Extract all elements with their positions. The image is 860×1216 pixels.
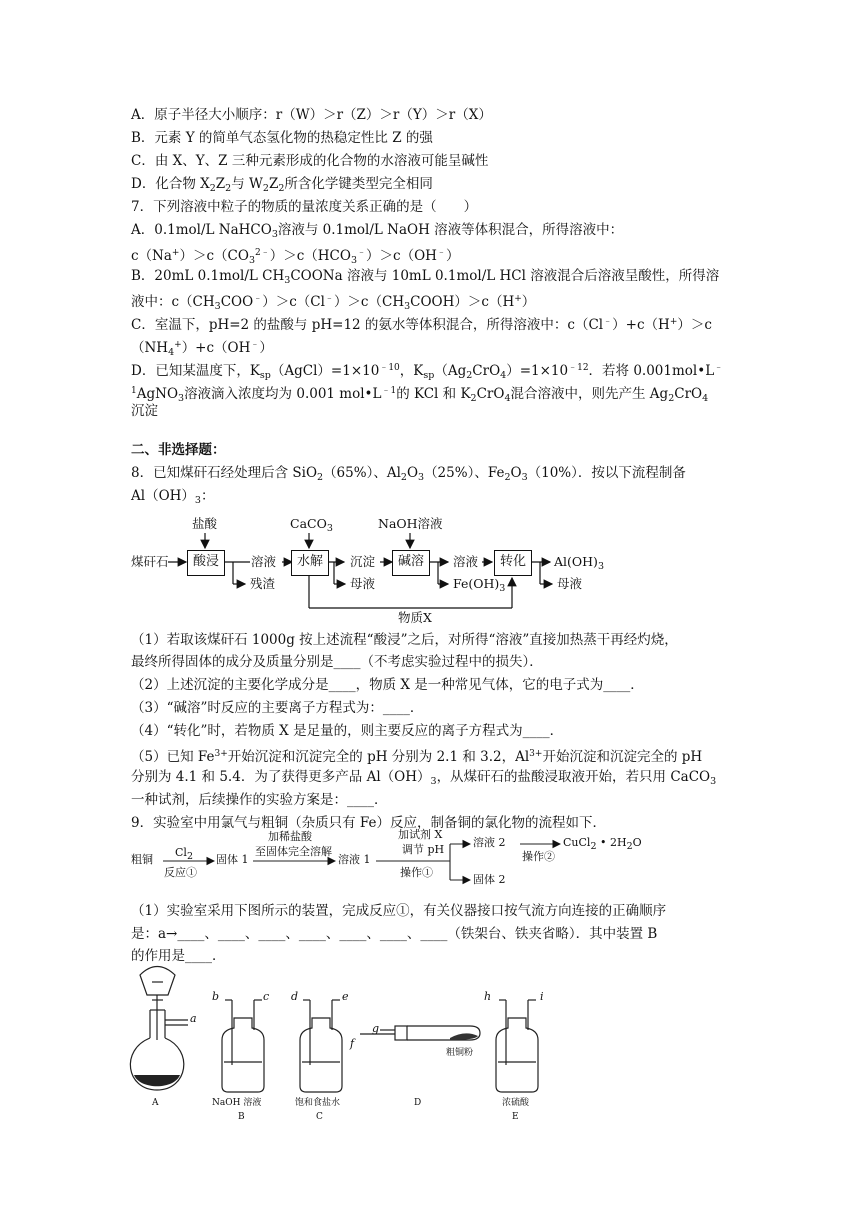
q6-option-c: C．由 X、Y、Z 三种元素形成的化合物的水溶液可能呈碱性 [131, 153, 489, 169]
q9-flow-solid-2: 固体 2 [473, 873, 506, 886]
q6-option-d: D．化合物 $X_2Z_2$与 $W_2Z_2$所含化学键类型完全相同 [131, 176, 433, 194]
q8-part4: （4）“转化”时，若物质 X 是足量的，则主要反应的离子方程式为____． [131, 723, 564, 739]
q9-flow-cl2: Cl2 [175, 846, 193, 862]
q7-option-b-line2: 液中：$c(CH_3COO^﹣)>c(Cl^﹣)>c(CH_3COOH)>c(H^+)$ [131, 294, 536, 312]
q7-option-c-line1: C．室温下，pH=2 的盐酸与 pH=12 的氨水等体积混合，所得溶液中：c（Cl﹣）+c（H+）＞c [131, 317, 712, 333]
q8-intro-line2: $Al(OH)_3$： [131, 488, 215, 506]
q6-option-a: A．原子半径大小顺序：r（W）＞r（Z）＞r（Y）＞r（X） [131, 107, 492, 123]
flow-product-aloh3: $Al(OH)_3$ [554, 554, 604, 572]
apparatus-a-name: A [152, 1098, 159, 1108]
q9-flow-add-x: 加试剂 X [398, 828, 443, 841]
flow-start-coal-gangue: 煤矸石 [131, 554, 169, 569]
q8-part5-line2: 分别为 4.1 和 5.4．为了获得更多产品 $Al(OH)_3$，从煤矸石的盐酸浸取液开始，若只用 CaCO$_3$ [131, 769, 717, 787]
q7-option-a-line2: $c(Na^+)>c(CO_3^{2﹣})>c(HCO_3^﹣)>c(OH^﹣)$ [131, 248, 460, 266]
q8-part3: （3）“碱溶”时反应的主要离子方程式为：____． [131, 700, 424, 716]
apparatus-e-reagent: 浓硫酸 [502, 1098, 530, 1108]
q7-option-a-line1: A．0.1mol/L NaHCO$_3$溶液与 0.1mol/L NaOH 溶液等体积混合，所得溶液中： [131, 222, 624, 240]
flow-precipitate: 沉淀 [350, 554, 376, 569]
q8-part2: （2）上述沉淀的主要化学成分是____，物质 X 是一种常见气体，它的电子式为____． [131, 677, 644, 693]
flow-mother-liquor-1: 母液 [350, 576, 376, 591]
apparatus-b-bottle [222, 1018, 264, 1092]
apparatus-d-stopper [395, 1026, 407, 1040]
q9-flow-operation-1: 操作① [400, 866, 433, 879]
apparatus-c-name: C [316, 1112, 323, 1122]
q9-intro: 9．实验室中用氯气与粗铜（杂质只有 Fe）反应，制备铜的氯化物的流程如下． [131, 815, 606, 831]
apparatus-c-reagent: 饱和食盐水 [295, 1098, 341, 1108]
q8-part1-line1: （1）若取该煤矸石 1000g 按上述流程“酸浸”之后，对所得“溶液”直接加热蒸干再经灼烧， [131, 632, 678, 648]
flow-material-x: 物质X [398, 610, 432, 625]
flow-reagent-hcl: 盐酸 [192, 516, 218, 531]
flow-box-acid-leach: 酸浸 [187, 550, 225, 576]
q9-part1-line2: 是：a→____、____、____、____、____、____、____（铁架台、铁夹省略）．其中装置 B [131, 926, 658, 942]
q9-part1-line1: （1）实验室采用下图所示的装置，完成反应①，有关仪器接口按气流方向连接的正确顺序 [131, 903, 667, 919]
q7-option-c-line2: $(NH_4^+)+c(OH^﹣)$ [131, 340, 273, 358]
q9-part1-line3: 的作用是____． [131, 948, 226, 964]
port-h: h [484, 990, 492, 1003]
flow-box-hydrolysis: 水解 [291, 550, 329, 576]
apparatus-c-bottle [300, 1018, 342, 1092]
q8-part5-line3: 一种试剂，后续操作的实验方案是：____． [131, 792, 388, 808]
port-e: e [342, 990, 349, 1003]
port-b: b [212, 990, 220, 1003]
apparatus-b-reagent: NaOH 溶液 [212, 1098, 262, 1108]
q9-flow-product: CuCl2 • 2H2O [563, 836, 642, 852]
flow-residue: 残渣 [250, 576, 276, 591]
flow-reagent-naoh: NaOH溶液 [378, 516, 443, 531]
apparatus-e-bottle [496, 1018, 538, 1092]
q8-intro-line1: 8．已知煤矸石经处理后含 SiO$_2$（65%）、$Al_2O_3(25\%)$、$Fe_2O_3(10\%)$．按以下流程制备 [131, 465, 686, 483]
q9-flow-solution-2: 溶液 2 [473, 836, 506, 849]
q9-flow-add-hcl: 加稀盐酸 [268, 830, 312, 843]
apparatus-a-funnel [140, 967, 175, 996]
q9-flow-dissolve: 至固体完全溶解 [255, 845, 332, 858]
apparatus-b-name: B [238, 1112, 245, 1122]
flow-solution-2: 溶液 [453, 554, 479, 569]
port-c: c [263, 990, 270, 1003]
flow-box-alkali-dissolve: 碱溶 [392, 550, 430, 576]
q9-flow-crude-copper: 粗铜 [131, 853, 153, 866]
port-a: a [190, 1012, 197, 1025]
port-g: g [372, 1022, 380, 1035]
port-i: i [540, 990, 544, 1003]
q9-flow-operation-2: 操作② [522, 850, 555, 863]
apparatus-d-name: D [414, 1098, 422, 1108]
q8-part1-line2: 最终所得固体的成分及质量分别是____（不考虑实验过程中的损失）． [131, 654, 543, 670]
q8-part5-line1: （5）已知 $Fe^{3+}$开始沉淀和沉淀完全的 pH 分别为 2.1 和 3.2，$Al^{3+}$开始沉淀和沉淀完全的 pH [131, 749, 703, 765]
flow-box-conversion: 转化 [494, 550, 532, 576]
q7-option-d-line1: D．已知某温度下，$K_{sp}(AgCl)=1\times 10^{﹣10}$，$K_{sp}(Ag_2CrO_4)=1\times 10^{﹣12}$．若将 0.001mol•L﹣ [131, 363, 724, 381]
q7-stem: 7．下列溶液中粒子的物质的量浓度关系正确的是（ ） [131, 199, 478, 215]
apparatus-e-name: E [512, 1112, 519, 1122]
flow-solution-1: 溶液 [251, 554, 277, 569]
q7-option-d-line2: $^1$AgNO$_3$溶液滴入浓度均为 0.001 $mol•L^{﹣1}$的 KCl 和 $K_2CrO_4$混合溶液中，则先产生 $Ag_2CrO_4$ [131, 386, 709, 404]
flow-feoh3: $Fe(OH)_3$ [453, 576, 506, 594]
flow-mother-liquor-2: 母液 [557, 576, 583, 591]
q9-flow-adjust-ph: 调节 pH [402, 843, 445, 856]
section-title: 二、非选择题： [131, 442, 226, 458]
q9-flow-solid-1: 固体 1 [216, 853, 249, 866]
q6-option-b: B．元素 Y 的简单气态氢化物的热稳定性比 Z 的强 [131, 130, 433, 146]
q7-option-d-line3: 沉淀 [131, 403, 158, 419]
q9-flow-solution-1: 溶液 1 [338, 853, 371, 866]
port-f: f [350, 1037, 355, 1050]
q7-option-b-line1: B．20mL 0.1mol/L $CH_3COONa$ 溶液与 10mL 0.1mol/L HCl 溶液混合后溶液呈酸性，所得溶 [131, 268, 720, 286]
q9-flow-reaction-1: 反应① [164, 866, 197, 879]
apparatus-d-reagent: 粗铜粉 [446, 1048, 474, 1058]
port-d: d [291, 990, 299, 1003]
flow-reagent-caco3: CaCO$_3$ [290, 516, 333, 534]
